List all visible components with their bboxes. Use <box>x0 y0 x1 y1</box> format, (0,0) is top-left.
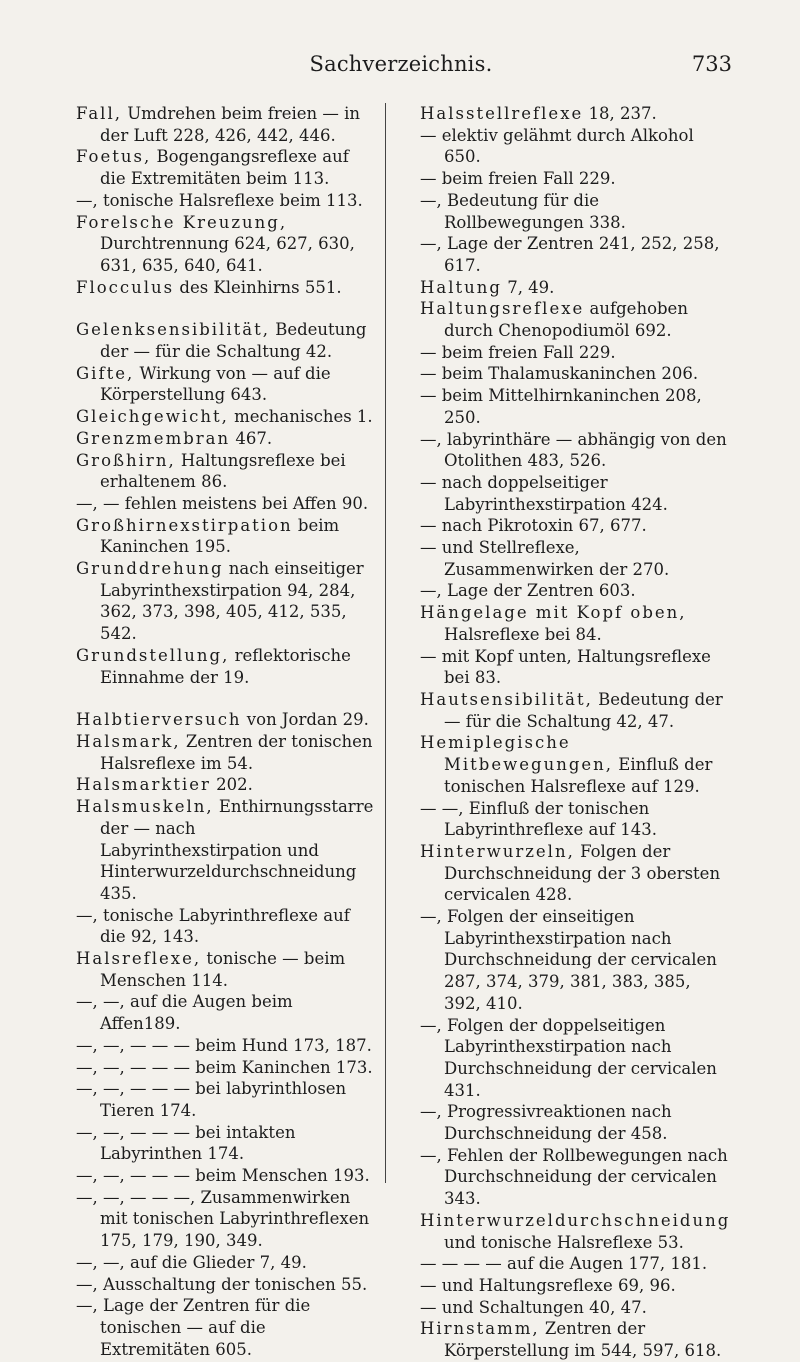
entry-text: —, —, auf die Augen beim Affen189. <box>76 992 293 1034</box>
entry-keyword: Gleichgewicht, <box>76 407 229 427</box>
running-title: Sachverzeichnis. <box>309 52 493 76</box>
entry-keyword: Hemiplegische Mitbewegungen, <box>420 733 614 775</box>
entry-keyword: Halbtierversuch <box>76 710 242 730</box>
entry-text: — beim Mittelhirnkaninchen 208, 250. <box>420 386 702 427</box>
index-entry <box>76 428 376 450</box>
entry-text: —, Fehlen der Rollbewegungen nach Durchschneidung der cervicalen 343. <box>420 1145 728 1209</box>
index-entry <box>420 1101 732 1144</box>
index-entry <box>420 1275 732 1297</box>
entry-keyword: Foetus, <box>76 147 152 167</box>
entry-text: Einfluß der tonischen Halsreflexe auf 129. <box>444 755 713 796</box>
entry-text: mechanisches 1. <box>228 407 373 427</box>
entry-keyword: Hirnstamm, <box>420 1319 540 1339</box>
entry-keyword: Halsstellreflexe <box>420 104 584 123</box>
index-entry <box>76 319 376 362</box>
index-entry <box>420 580 732 602</box>
entry-text: — nach doppelseitiger Labyrinthexstirpation 424. <box>420 472 668 514</box>
entry-keyword: Hinterwurzeldurchschneidung <box>420 1210 731 1230</box>
index-entry <box>76 190 376 212</box>
index-entry <box>420 1253 732 1275</box>
entry-text: —, Progressivreaktionen nach Durchschneidung der 458. <box>420 1102 672 1144</box>
entry-text: —, —, — — — beim Kaninchen 173. <box>76 1057 373 1077</box>
entry-text: Durchtrennung 624, 627, 630, 631, 635, 640, 641. <box>100 234 355 275</box>
index-entry <box>76 406 376 428</box>
entry-text: —, labyrinthäre — abhängig von den Otolithen 483, 526. <box>420 429 727 471</box>
index-entry <box>420 298 732 341</box>
entry-text: reflektorische Einnahme der 19. <box>100 645 351 687</box>
index-entry <box>420 1210 732 1253</box>
index-entry <box>420 537 732 580</box>
entry-keyword: Flocculus <box>76 277 175 297</box>
index-entry <box>420 103 732 125</box>
entry-keyword: Haltungsreflexe <box>420 299 585 319</box>
index-entry <box>76 709 376 731</box>
index-column-right <box>420 103 732 1362</box>
entry-text: —, —, auf die Glieder 7, 49. <box>76 1252 307 1272</box>
entry-text: des Kleinhirns 551. <box>174 277 342 297</box>
entry-text: 202. <box>210 775 253 795</box>
entry-text: —, tonische Labyrinthreflexe auf die 92, 143. <box>76 905 350 947</box>
entry-keyword: Halsmark, <box>76 731 181 751</box>
index-entry <box>76 1122 376 1165</box>
index-entry <box>76 1165 376 1187</box>
entry-text: —, Lage der Zentren 241, 252, 258, 617. <box>420 234 720 275</box>
entry-text: — —, Einfluß der tonischen Labyrinthreflexe auf 143. <box>420 798 658 840</box>
page-header <box>70 52 732 86</box>
entry-text: —, —, — — — beim Menschen 193. <box>76 1166 370 1186</box>
entry-text: Enthirnungsstarre der — nach Labyrinthexstirpation und Hinterwurzeldurchschneidung 435. <box>100 797 374 903</box>
page-number: 733 <box>691 52 732 76</box>
entry-text: —, — fehlen meistens bei Affen 90. <box>76 493 369 513</box>
entry-keyword: Hinterwurzeln, <box>420 841 575 861</box>
entry-text: —, tonische Halsreflexe beim 113. <box>76 190 363 210</box>
index-entry <box>76 1295 376 1360</box>
index-entry <box>420 798 732 841</box>
entry-text: Umdrehen beim freien — in der Luft 228, 426, 442, 446. <box>100 104 361 145</box>
index-entry <box>420 472 732 515</box>
entry-keyword: Hautsensibilität, <box>420 689 593 709</box>
entry-text: und tonische Halsreflexe 53. <box>444 1232 684 1252</box>
index-entry <box>76 774 376 796</box>
index-entry <box>76 493 376 515</box>
entry-keyword: Hängelage mit Kopf oben, <box>420 603 687 623</box>
entry-text: beim Kaninchen 195. <box>100 515 340 557</box>
entry-text: — beim freien Fall 229. <box>420 342 616 362</box>
entry-text: —, Folgen der doppelseitigen Labyrinthexstirpation nach Durchschneidung der cervicalen 431. <box>420 1015 717 1100</box>
index-entry <box>76 991 376 1034</box>
entry-text: — elektiv gelähmt durch Alkohol 650. <box>420 125 694 167</box>
index-entry <box>420 1015 732 1102</box>
entry-keyword: Halsmuskeln, <box>76 797 214 817</box>
entry-text: Bedeutung der — für die Schaltung 42. <box>100 320 367 362</box>
index-entry <box>420 646 732 689</box>
index-entry <box>420 342 732 364</box>
index-entry <box>76 558 376 645</box>
index-entry <box>76 645 376 688</box>
index-entry <box>420 515 732 537</box>
index-entry <box>76 1252 376 1274</box>
entry-text: —, Lage der Zentren für die tonischen — auf die Extremitäten 605. <box>76 1296 311 1359</box>
index-entry <box>76 796 376 905</box>
entry-keyword: Halsreflexe, <box>76 949 202 969</box>
entry-text: —, —, — — — bei labyrinthlosen Tieren 174. <box>76 1079 347 1120</box>
entry-text: — beim freien Fall 229. <box>420 169 616 189</box>
entry-text: Zentren der tonischen Halsreflexe im 54. <box>100 731 373 773</box>
entry-keyword: Großhirn, <box>76 450 176 470</box>
entry-text: —, —, — — —, Zusammenwirken mit tonischen Labyrinthreflexen 175, 179, 190, 349. <box>76 1187 370 1251</box>
entry-keyword: Halsmarktier <box>76 775 211 795</box>
entry-text: — und Haltungsreflexe 69, 96. <box>420 1275 676 1295</box>
entry-keyword: Fall, <box>76 104 122 123</box>
entry-keyword: Haltung <box>420 277 502 297</box>
entry-text: 18, 237. <box>583 104 657 123</box>
entry-keyword: Großhirnexstirpation <box>76 515 293 535</box>
entry-text: Wirkung von — auf die Körperstellung 643. <box>100 363 331 405</box>
entry-text: Haltungsreflexe bei erhaltenem 86. <box>100 450 346 492</box>
index-entry <box>420 385 732 428</box>
index-entry <box>420 125 732 168</box>
index-entry <box>420 1145 732 1210</box>
index-entry <box>420 429 732 472</box>
entry-text: —, —, — — — bei intakten Labyrinthen 174. <box>76 1122 296 1164</box>
index-entry <box>420 1297 732 1319</box>
entry-text: tonische — beim Menschen 114. <box>100 949 346 990</box>
entry-text: Bogengangsreflexe auf die Extremitäten beim 113. <box>100 147 349 189</box>
index-entry <box>76 103 376 146</box>
entry-text: — und Schaltungen 40, 47. <box>420 1297 647 1317</box>
index-entry <box>76 1078 376 1121</box>
entry-text: — beim Thalamuskaninchen 206. <box>420 364 699 384</box>
index-entry <box>76 515 376 558</box>
index-entry <box>76 450 376 493</box>
index-entry <box>76 363 376 406</box>
index-entry <box>76 212 376 277</box>
index-entry <box>420 906 732 1015</box>
index-entry <box>76 948 376 991</box>
entry-text: —, Ausschaltung der tonischen 55. <box>76 1274 368 1294</box>
entry-text: —, Bedeutung für die Rollbewegungen 338. <box>420 190 626 232</box>
entry-keyword: Gifte, <box>76 363 135 383</box>
entry-text: Zentren der Körperstellung im 544, 597, 618. <box>444 1319 722 1361</box>
index-entry <box>76 731 376 774</box>
entry-keyword: Grenzmembran <box>76 428 231 448</box>
entry-text: — — — — auf die Augen 177, 181. <box>420 1254 708 1274</box>
entry-text: aufgehoben durch Chenopodiumöl 692. <box>444 299 688 341</box>
index-entry <box>420 1318 732 1361</box>
index-entry <box>420 363 732 385</box>
entry-text: nach einseitiger Labyrinthexstirpation 94, 284, 362, 373, 398, 405, 412, 535, 542. <box>100 559 364 644</box>
index-entry <box>420 233 732 276</box>
entry-text: — nach Pikrotoxin 67, 677. <box>420 516 647 536</box>
index-entry <box>420 732 732 797</box>
column-divider <box>385 103 386 1183</box>
index-entry <box>76 1035 376 1057</box>
index-entry <box>76 1274 376 1296</box>
entry-text: —, Lage der Zentren 603. <box>420 581 636 601</box>
index-entry <box>420 277 732 299</box>
entry-text: 7, 49. <box>501 277 555 297</box>
entry-keyword: Grunddrehung <box>76 559 224 579</box>
index-entry <box>76 277 376 299</box>
index-entry <box>420 841 732 906</box>
entry-text: von Jordan 29. <box>241 710 369 730</box>
index-entry <box>76 905 376 948</box>
index-entry <box>420 168 732 190</box>
entry-text: Halsreflexe bei 84. <box>444 624 602 644</box>
entry-text: — und Stellreflexe, Zusammenwirken der 270. <box>420 538 670 579</box>
entry-text: —, Folgen der einseitigen Labyrinthexstirpation nach Durchschneidung der cervicalen 287, 374, 379, 381, 383, 385, 392, 410. <box>420 907 717 1013</box>
entry-keyword: Gelenksensibilität, <box>76 320 270 340</box>
index-entry <box>76 1187 376 1252</box>
entry-text: — mit Kopf unten, Haltungsreflexe bei 83. <box>420 646 711 688</box>
entry-text: —, —, — — — beim Hund 173, 187. <box>76 1035 372 1055</box>
index-entry <box>420 689 732 732</box>
index-entry <box>420 602 732 645</box>
entry-keyword: Grundstellung, <box>76 645 230 665</box>
index-entry <box>76 1057 376 1079</box>
entry-text: Folgen der Durchschneidung der 3 obersten cervicalen 428. <box>444 841 721 905</box>
entry-text: Bedeutung der — für die Schaltung 42, 47. <box>444 689 723 731</box>
index-entry <box>420 190 732 233</box>
index-column-left <box>76 103 376 1360</box>
entry-keyword: Forelsche Kreuzung, <box>76 212 288 232</box>
index-entry <box>76 146 376 189</box>
entry-text: 467. <box>230 428 273 448</box>
